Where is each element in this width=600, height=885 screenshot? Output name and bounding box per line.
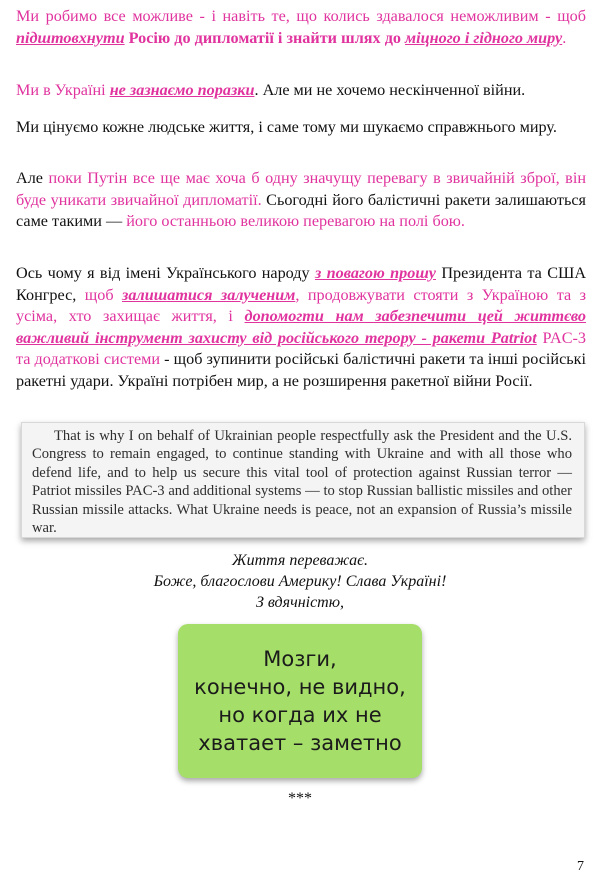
english-quote-box [21,422,585,538]
paragraph-request [16,263,586,392]
closing-line-gratitude: З вдячністю, [255,594,345,611]
text-run: поки Путін все ще має хоча б одну значущу перевагу в звичайній зброї, він буде уникати звичайної дипломатії. [16,169,586,209]
english-quote-text: That is why I on behalf of Ukrainian people respectfully ask the President and the U.S. Congress to remain engaged, to continue standing with Ukraine and with all those who defend life, and to help us secure this vital tool of protection against Russian terror — Patriot missiles PAC-3 and additional systems — to stop Russian ballistic missiles and other Russian missile attacks. What Ukraine needs is peace, not an expansion of Russia’s missile war. [32,428,572,537]
closing-line-blessing: Боже, благослови Америку! Слава Україні! [153,573,447,590]
text-run: PAC-3 та додаткові системи [16,328,586,368]
meme-line: хватает – заметно [198,731,402,755]
text-run: Президента та США Конгрес, [16,264,587,304]
text-run: Сьогодні його балістичні ракети залишаються саме такими — [16,190,586,230]
paragraph-diplomacy [16,6,586,49]
text-run: . Але ми не хочемо нескінченної війни. [254,81,526,99]
text-run: Ось чому я від імені Українського народу [16,264,315,282]
closing-line-life: Життя переважає. [231,552,369,569]
emphasis-request: з повагою прошу [314,264,436,282]
page-number: 7 [577,859,584,874]
text-run: . [562,28,567,47]
text-run: Ми в Україні [16,81,110,99]
emphasis-push: підштовхнути [16,28,125,47]
meme-image [178,624,422,778]
meme-line: конечно, не видно, [194,675,406,699]
meme-text [190,645,410,757]
text-run: Але [16,169,49,187]
emphasis-no-defeat: не зазнаємо поразки [109,81,255,99]
text-run: щоб [84,285,123,304]
text-run: його останньою великою перевагою на полі бою. [126,212,465,230]
emphasis-patriot: допомогти нам забезпечити цей життєво важливий інструмент захисту від російського терору - ракети Patriot [16,307,586,347]
emphasis-peace: міцного і гідного миру [405,28,563,47]
text-run: Росію до дипломатії і знайти шлях до [124,28,406,47]
text-run: - щоб зупинити російські балістичні ракети та інші російські ракетні удари. Україні потрібен мир, а не розширення ракетної війни Росії. [16,350,587,390]
meme-line: но когда их не [218,703,382,727]
text-run: Ми цінуємо кожне людське життя, і саме тому ми шукаємо справжнього миру. [16,118,557,136]
paragraph-life [16,117,586,139]
meme-line: Мозги, [263,647,337,671]
emphasis-engaged: залишатися залученим [122,285,296,304]
section-separator: *** [288,790,312,807]
text-run: , продовжувати стояти з Україною та з усіма, хто захищає життя, і [16,285,586,325]
text-run: Ми робимо все можливе - і навіть те, що колись здавалося неможливим - щоб [16,7,586,25]
paragraph-no-defeat [16,80,586,102]
paragraph-putin [16,168,586,233]
